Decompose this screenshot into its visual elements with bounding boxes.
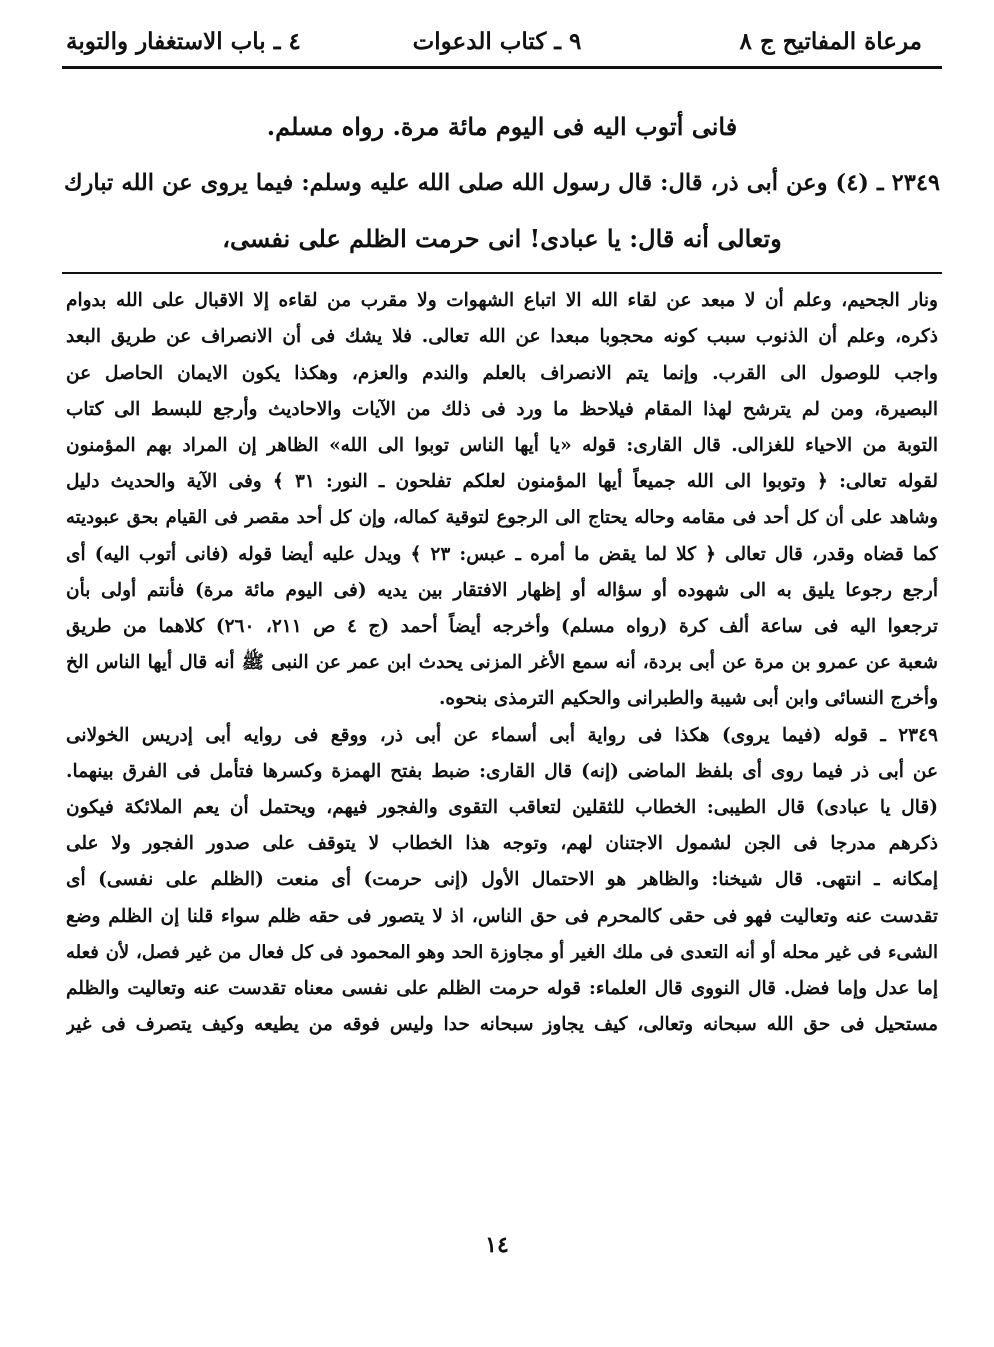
commentary-line: ٢٣٤٩ ـ قوله (فيما يروى) هكذا فى رواية أبى أسماء عن أبى ذر، ووقع فى روايه أبى إدريس الخولانى xyxy=(66,725,938,746)
commentary-line: واجب للوصول الى القرب. وإنما يتم الانصراف بالعلم والندم والعزم، وهكذا يكون الايمان الحاصل عن xyxy=(66,363,938,384)
main-text-line-2: ٢٣٤٩ ـ (٤) وعن أبى ذر، قال: قال رسول الله صلى الله عليه وسلم: فيما يروى عن الله تبارك xyxy=(64,170,940,196)
commentary-line: ذكرهم مدرجا فى الجن لشمول الاجتنان لهم، وتوجه هذا الخطاب لا يتوقف على صدور الفجور ولا على xyxy=(66,833,938,854)
commentary-line: الشىء فى غير محله أو أنه التعدى فى ملك الغير أو مجاوزة الحد وهو المحمود فى كل فعال من غير فصل، لأن فعله xyxy=(66,942,938,963)
commentary-line: وشاهد على أن كل أحد فى مقامه وحاله يحتاج الى الرجوع لتوقية كماله، وإن كل أحد مقصر فى القيام بحق عبوديته xyxy=(66,507,938,528)
commentary-divider xyxy=(62,272,942,274)
commentary-line: شعبة عن عمرو بن مرة عن أبى بردة، أنه سمع الأغر المزنى يحدث ابن عمر عن النبى ﷺ أنه قال أيها الناس الخ xyxy=(66,652,938,673)
commentary-line: كما قضاه وقدر، قال تعالى ﴿ كلا لما يقض ما أمره ـ عبس: ٢٣ ﴾ ويدل عليه أيضا قوله (فانى أتوب اليه) أى xyxy=(66,544,938,565)
header-chapter-title: ٩ ـ كتاب الدعوات xyxy=(412,28,582,55)
page-number: ١٤ xyxy=(485,1232,509,1258)
commentary-line: إما عدل وإما فضل. قال النووى قال العلماء: قوله حرمت الظلم على نفسى معناه تقدست عنه وتعاليت والظلم xyxy=(66,978,938,999)
commentary-line: لقوله تعالى: ﴿ وتوبوا الى الله جميعاً أيها المؤمنون لعلكم تفلحون ـ النور: ٣١ ﴾ وفى الآية والحديث دليل xyxy=(66,471,938,492)
commentary-line: وأخرج النسائى وابن أبى شيبة والطبرانى والحكيم الترمذى بنحوه. xyxy=(438,688,938,709)
header-section-title: ٤ ـ باب الاستغفار والتوبة xyxy=(66,28,301,55)
commentary-line: مستحيل فى حق الله سبحانه وتعالى، كيف يجاوز سبحانه حدا وليس فوقه من يطيعه وكيف يتصرف فى غير xyxy=(66,1014,938,1035)
commentary-line: أرجع رجوعا يليق به الى شهوده أو سؤاله أو إظهار الافتقار بين يديه (فى اليوم مائة مرة) فأنتم أولى بأن xyxy=(66,580,938,601)
commentary-line: تقدست عنه وتعاليت فهو فى حقى كالمحرم فى حق الناس، اذ لا يتصور فى حقه ظلم سواء قلنا إن الظلم وضع xyxy=(66,906,938,927)
commentary-line: عن أبى ذر فيما روى أى بلفظ الماضى (إنه) قال القارى: ضبط بفتح الهمزة وكسرها فتأمل فى الفرق بينهما. xyxy=(66,761,938,782)
header-rule xyxy=(62,66,942,69)
commentary-line: إمكانه ـ انتهى. قال شيخنا: والظاهر هو الاحتمال الأول (إنى حرمت) أى منعت (الظلم على نفسى) أى xyxy=(66,869,938,890)
main-text-line-1: فانى أتوب اليه فى اليوم مائة مرة. رواه مسلم. xyxy=(266,112,738,141)
commentary-line: البصيرة، ومن لم يترشح لهذا المقام فيلاحظ ما ورد فى ذلك من الآيات والاحاديث وأرجع للبسط الى كتاب xyxy=(66,399,938,420)
commentary-line: (قال يا عبادى) قال الطيبى: الخطاب للثقلين لتعاقب التقوى والفجور فيهم، ويحتمل أن يعم الملائكة فيكون xyxy=(66,797,938,818)
header-book-title: مرعاة المفاتيح ج ٨ xyxy=(739,28,922,55)
commentary-line: ذكره، وعلم أن الذنوب سبب كونه محجوبا مبعدا عن الله تعالى. فلا يشك فى أن الانصراف عن طريق البعد xyxy=(66,326,938,347)
commentary-line: التوبة من الاحياء للغزالى. قال القارى: قوله «يا أيها الناس توبوا الى الله» الظاهر إن المراد بهم المؤمنون xyxy=(66,435,938,456)
commentary-line: ترجعوا اليه فى ساعة ألف كرة (رواه مسلم) وأخرجه أيضاً أحمد (ج ٤ ص ٢١١، ٢٦٠) كلاهما من طريق xyxy=(66,616,938,637)
main-text-line-3: وتعالى أنه قال: يا عبادى! انى حرمت الظلم على نفسى، xyxy=(222,224,782,253)
commentary-line: ونار الجحيم، وعلم أن لا مبعد عن لقاء الله الا اتباع الشهوات ولا مقرب من لقاءه إلا الاقبال على الله بدوام xyxy=(66,290,938,311)
